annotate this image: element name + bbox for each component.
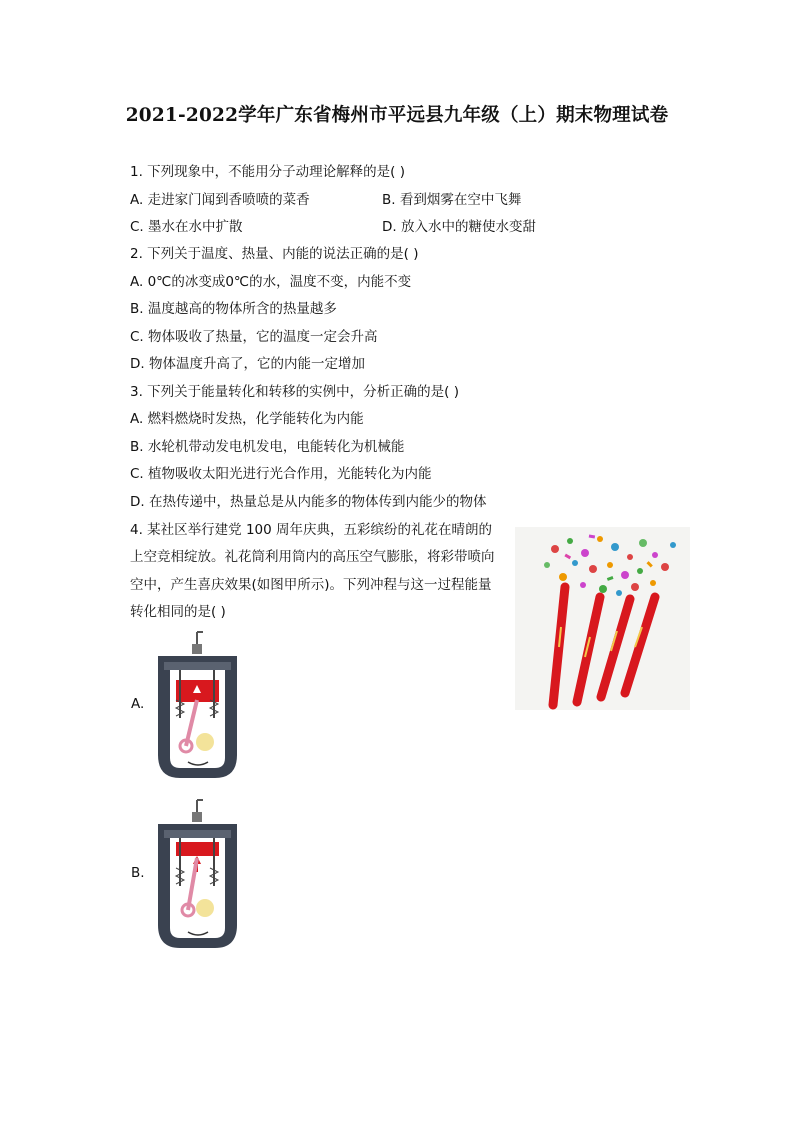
engine-diagram-b — [150, 798, 245, 954]
question-3-option-a[interactable]: A. 燃料燃烧时发热，化学能转化为内能 — [130, 411, 364, 427]
question-1-option-a[interactable]: A. 走进家门闻到香喷喷的菜香 — [130, 192, 310, 208]
question-2-option-d[interactable]: D. 物体温度升高了，它的内能一定增加 — [130, 356, 365, 372]
question-3-option-d[interactable]: D. 在热传递中，热量总是从内能多的物体传到内能少的物体 — [130, 494, 487, 510]
confetti-cannon-photo — [515, 527, 690, 710]
piston-icon — [176, 842, 219, 856]
tube-icon — [553, 587, 655, 705]
question-1-option-b[interactable]: B. 看到烟雾在空中飞舞 — [382, 192, 522, 208]
crankshaft-icon — [196, 733, 214, 751]
question-4-option-a-label[interactable]: A. — [131, 696, 145, 712]
spark-plug-icon — [192, 800, 203, 822]
question-1-option-c[interactable]: C. 墨水在水中扩散 — [130, 219, 243, 235]
question-2-option-b[interactable]: B. 温度越高的物体所含的热量越多 — [130, 301, 337, 317]
question-4-stem-line-2: 上空竞相绽放。礼花筒利用筒内的高压空气膨胀，将彩带喷向 — [130, 549, 495, 565]
question-4-stem-line-1: 4. 某社区举行建党 100 周年庆典，五彩缤纷的礼花在晴朗的 — [130, 522, 493, 538]
crankshaft-icon — [196, 899, 214, 917]
question-1-stem: 1. 下列现象中，不能用分子动理论解释的是( ) — [130, 164, 405, 180]
question-4-stem-line-4: 转化相同的是( ) — [130, 604, 226, 620]
question-2-option-c[interactable]: C. 物体吸收了热量，它的温度一定会升高 — [130, 329, 378, 345]
question-2-stem: 2. 下列关于温度、热量、内能的说法正确的是( ) — [130, 246, 419, 262]
engine-diagram-a — [150, 630, 245, 784]
question-2-option-a[interactable]: A. 0℃的冰变成0℃的水，温度不变，内能不变 — [130, 274, 412, 290]
question-3-option-b[interactable]: B. 水轮机带动发电机发电，电能转化为机械能 — [130, 439, 405, 455]
question-1-option-d[interactable]: D. 放入水中的糖使水变甜 — [382, 219, 536, 235]
question-4-option-b-label[interactable]: B. — [131, 865, 145, 881]
question-4-stem-line-3: 空中，产生喜庆效果(如图甲所示)。下列冲程与这一过程能量 — [130, 577, 492, 593]
page-title: 2021-2022学年广东省梅州市平远县九年级（上）期末物理试卷 — [125, 105, 669, 126]
question-3-option-c[interactable]: C. 植物吸收太阳光进行光合作用，光能转化为内能 — [130, 466, 432, 482]
spark-plug-icon — [192, 632, 203, 654]
question-3-stem: 3. 下列关于能量转化和转移的实例中，分析正确的是( ) — [130, 384, 459, 400]
